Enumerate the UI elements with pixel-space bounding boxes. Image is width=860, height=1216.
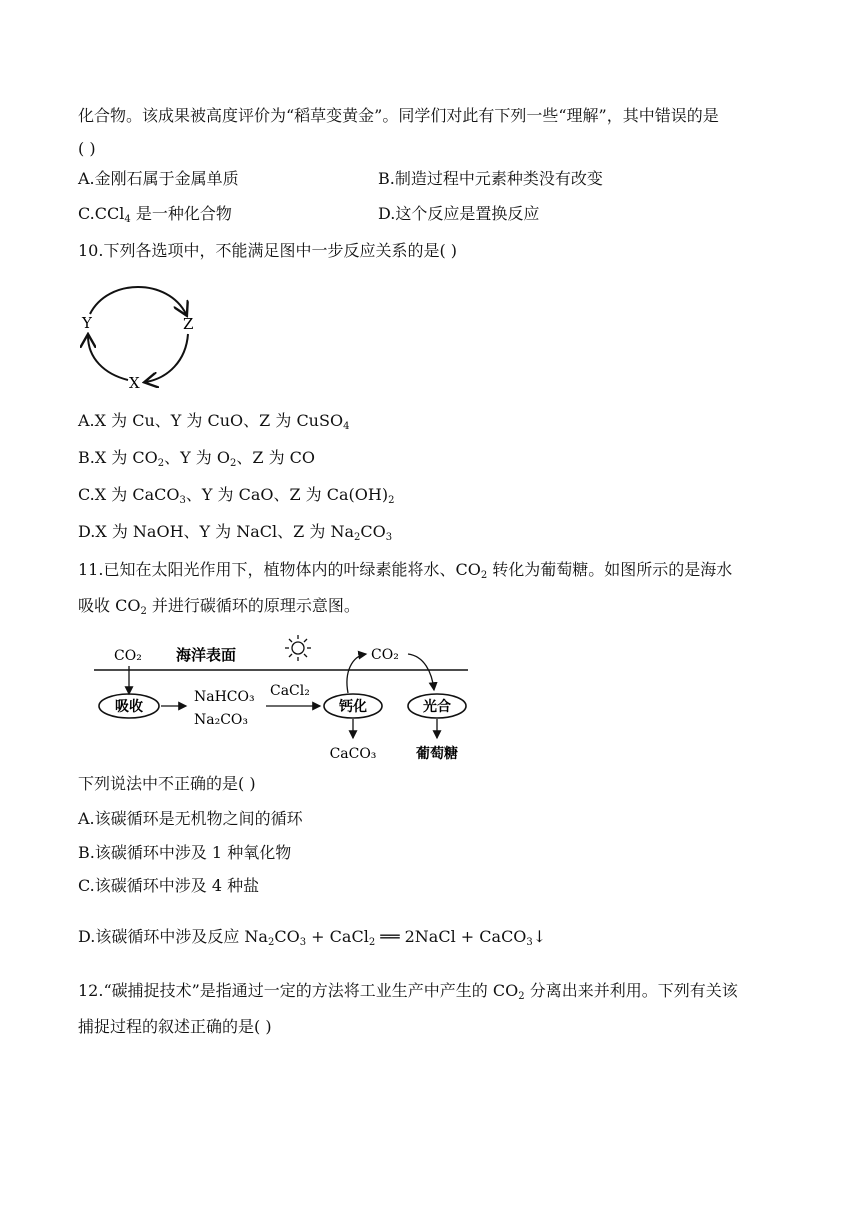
q9-option-c: C.CCl$_4$ 是一种化合物 [78,204,232,225]
q10-option-a: A.X 为 Cu、Y 为 CuO、Z 为 CuSO$_4$ [78,411,350,432]
calcify-label: 钙化 [339,699,367,715]
q11-prompt: 下列说法中不正确的是( ) [78,774,256,793]
q12-stem-line1: 12.“碳捕捉技术”是指通过一定的方法将工业生产中产生的 $CO_2$ 分离出来并利用。下列有关该 [78,981,738,1002]
arrow-x-to-y [88,336,128,380]
absorb-label: 吸收 [115,699,143,715]
caco3-label: CaCO₃ [329,746,377,762]
co2-released-label: CO₂ [371,647,399,663]
cycle-label-x: X [129,374,140,392]
cycle-label-z: Z [183,315,194,333]
cycle-label-y: Y [82,314,92,332]
photosynthesis-label: 光合 [423,699,451,715]
q11-stem-line1: 11.已知在太阳光作用下，植物体内的叶绿素能将水、$CO_2$ 转化为葡萄糖。如图所示的是海水 [78,560,733,581]
q11-option-c: C.该碳循环中涉及 4 种盐 [78,876,260,895]
q10-option-c: C.X 为 CaCO$_3$、Y 为 CaO、Z 为 $Ca(OH)_2$ [78,485,395,506]
q9-option-a: A.金刚石属于金属单质 [78,169,239,188]
q11-carbon-cycle-diagram [90,632,480,768]
arrow-calcify-to-co2 [347,654,366,693]
q11-option-b: B.该碳循环中涉及 1 种氧化物 [78,843,292,862]
q9-option-d: D.这个反应是置换反应 [378,204,540,223]
co2-input-label: CO₂ [114,648,142,664]
arrow-co2-to-photosynthesis [408,654,434,690]
nahco3-label: NaHCO₃ [194,689,255,705]
q11-option-a: A.该碳循环是无机物之间的循环 [78,809,303,828]
q10-stem: 10.下列各选项中，不能满足图中一步反应关系的是( ) [78,241,458,260]
na2co3-label: Na₂CO₃ [194,712,249,728]
q10-cycle-diagram [78,276,208,396]
q11-stem-line2: 吸收 $CO_2$ 并进行碳循环的原理示意图。 [78,596,360,617]
arrow-z-to-x [146,334,188,382]
q10-option-d: D.X 为 NaOH、Y 为 NaCl、Z 为 $Na_2CO_3$ [78,522,393,543]
q10-option-b: B.X 为 $CO_2$、Y 为 $O_2$、Z 为 CO [78,448,316,469]
arrow-y-to-z [90,287,186,314]
q9-option-b: B.制造过程中元素种类没有改变 [378,169,603,188]
glucose-label: 葡萄糖 [416,746,458,762]
q9-answer-paren: ( ) [78,139,96,158]
q9-stem-continuation: 化合物。该成果被高度评价为“稻草变黄金”。同学们对此有下列一些“理解”，其中错误的是 [78,106,719,125]
sun-icon [285,635,311,661]
ocean-surface-label: 海洋表面 [176,646,237,664]
cacl2-label: CaCl₂ [270,683,310,699]
q11-option-d: D.该碳循环中涉及反应 $Na_2CO_3$ + CaCl$_2$ ══ 2NaCl + CaCO$_3$↓ [78,927,547,948]
q12-stem-line2: 捕捉过程的叙述正确的是( ) [78,1017,272,1036]
